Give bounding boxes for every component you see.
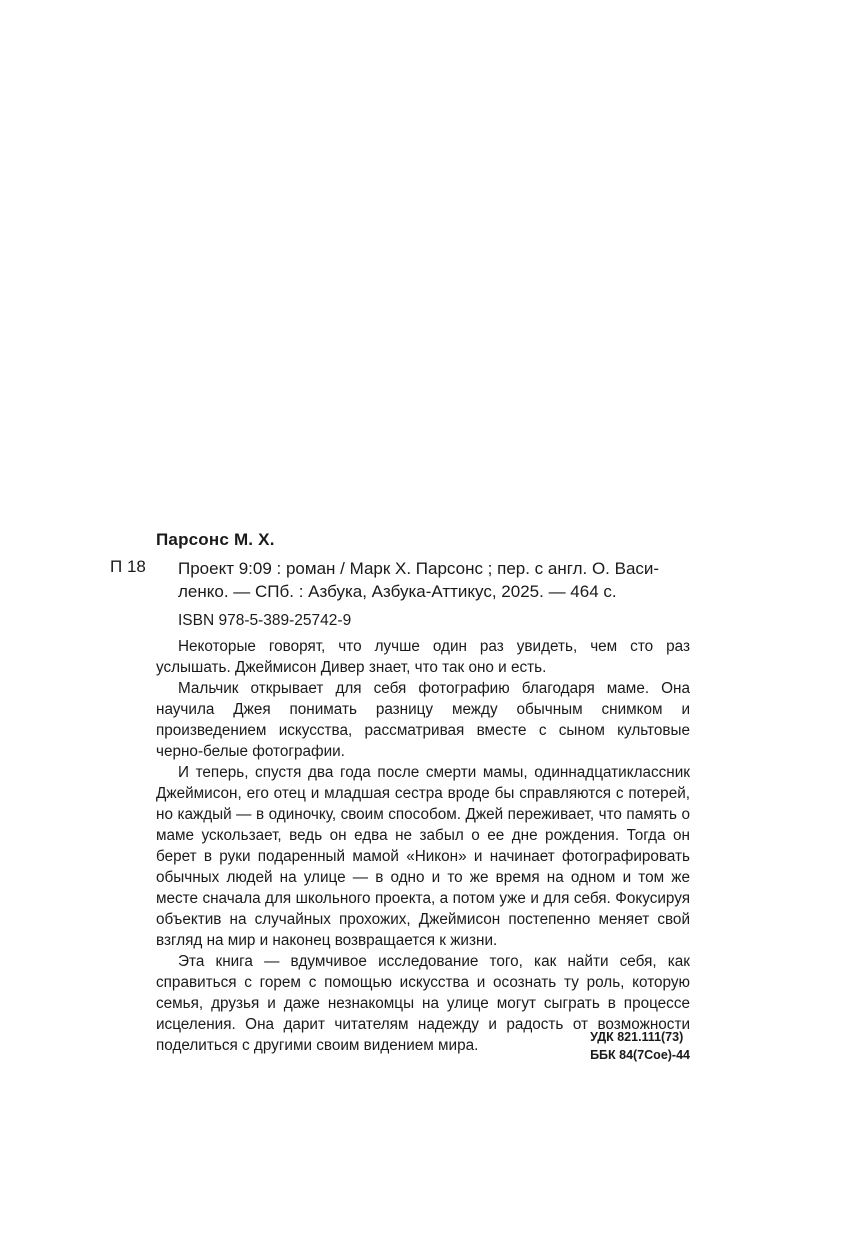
bibliographic-description: [178, 557, 690, 603]
udk-code: УДК 821.111(73): [590, 1030, 684, 1044]
classification-codes: [590, 1028, 690, 1064]
annotation-paragraph: Эта книга — вдумчивое исследование того, как найти себя, как справиться с горем с помощью искусства и осознать ту роль, которую семья, друзья и даже незнакомцы на улице могут сыграть в процессе исцеления. Она дарит читателям надежду и радость от возможности поделиться с другими своим видением мира.: [156, 953, 690, 1054]
author-index-code: П 18: [110, 557, 146, 576]
bibliographic-line: Проект 9:09 : роман / Марк Х. Парсонс ; пер. с англ. О. Васи-: [178, 559, 660, 578]
annotation: [156, 636, 690, 1056]
isbn: ISBN 978-5-389-25742-9: [178, 612, 352, 629]
annotation-paragraph: Мальчик открывает для себя фотографию благодаря маме. Она научила Джея понимать разницу между обычным снимком и произведением искусства, рассматривая вместе с сыном культовые черно-белые фотографии.: [156, 680, 690, 760]
annotation-paragraph: Некоторые говорят, что лучше один раз увидеть, чем сто раз услышать. Джеймисон Дивер знает, что так оно и есть.: [156, 638, 690, 676]
annotation-paragraph: И теперь, спустя два года после смерти мамы, одиннадцатиклассник Джеймисон, его отец и младшая сестра вроде бы справляются с потерей, но каждый — в одиночку, своим способом. Джей переживает, что память о маме ускользает, ведь он едва не забыл о ее дне рождения. Тогда он берет в руки подаренный мамой «Никон» и начинает фотографировать обычных людей на улице — в одно и то же время на одном и том же месте сначала для школьного проекта, а потом уже и для себя. Фокусируя объектив на случайных прохожих, Джеймисон постепенно меняет свой взгляд на мир и наконец возвращается к жизни.: [156, 764, 690, 949]
author-heading: Парсонс М. Х.: [156, 530, 275, 549]
bbk-code: ББК 84(7Сое)-44: [590, 1048, 690, 1062]
bibliographic-line: ленко. — СПб. : Азбука, Азбука-Аттикус, 2025. — 464 с.: [178, 582, 617, 601]
